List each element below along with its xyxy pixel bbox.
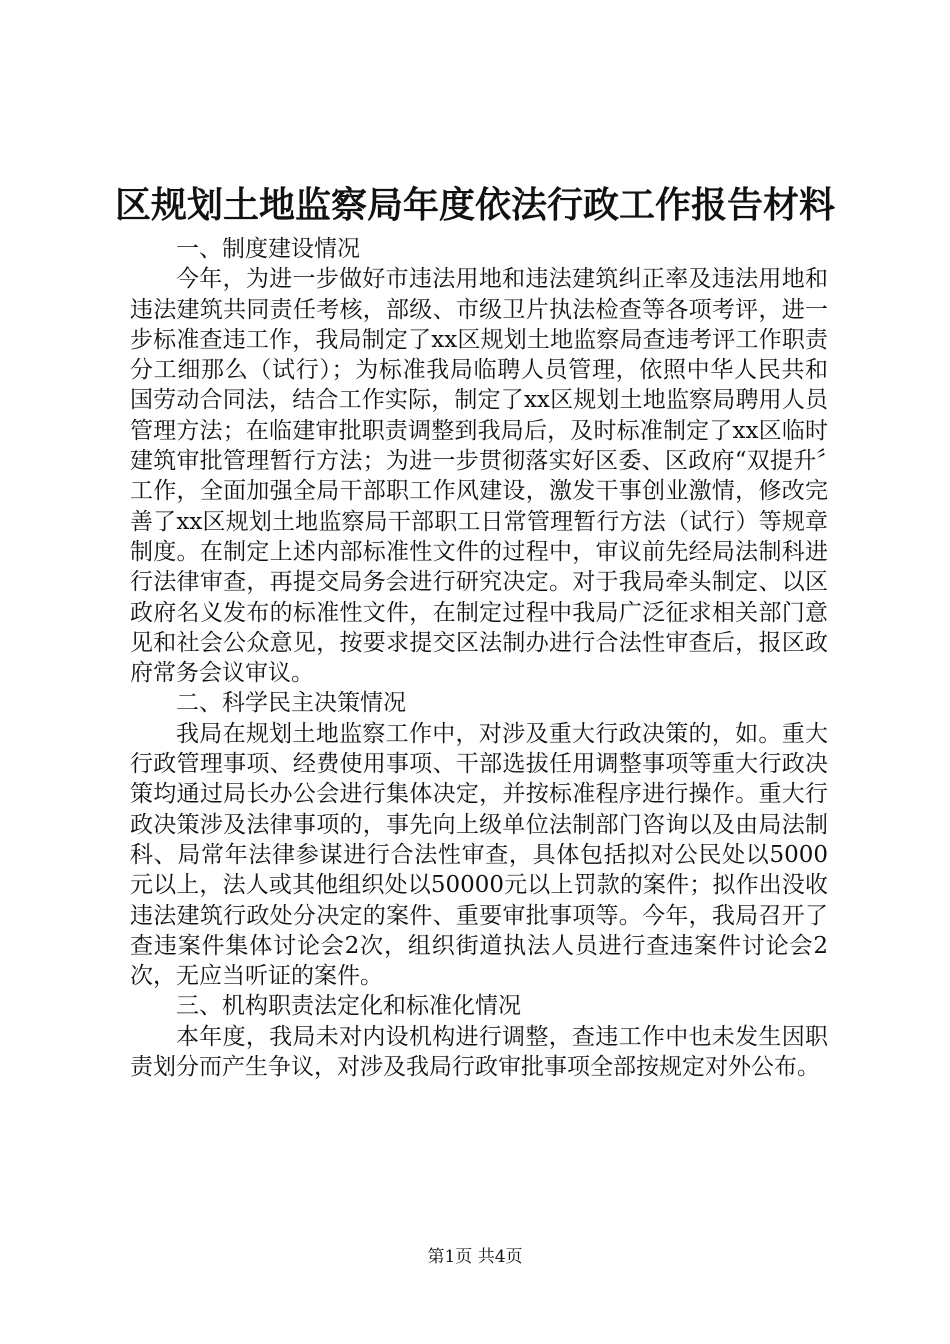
page-number-footer: 第1页 共4页 xyxy=(427,1247,523,1267)
document-body xyxy=(130,234,828,1082)
section-heading-1: 一、制度建设情况 xyxy=(176,236,360,262)
section-paragraph-3: 本年度，我局未对内设机构进行调整，查违工作中也未发生因职责划分而产生争议，对涉及我局行政审批事项全部按规定对外公布。 xyxy=(130,1023,828,1081)
section-paragraph-1: 今年，为进一步做好市违法用地和违法建筑纠正率及违法用地和违法建筑共同责任考核，部级、市级卫片执法检查等各项考评，进一步标准查违工作，我局制定了xx区规划土地监察局查违考评工作职责分工细那么（试行）；为标准我局临聘人员管理，依照中华人民共和国劳动合同法，结合工作实际，制定了xx区规划土地监察局聘用人员管理方法；在临建审批职责调整到我局后，及时标准制定了xx区临时建筑审批管理暂行方法；为进一步贯彻落实好区委、区政府“双提升〞工作，全面加强全局干部职工作风建设，激发干事创业激情，修改完善了xx区规划土地监察局干部职工日常管理暂行方法（试行）等规章制度。在制定上述内部标准性文件的过程中，审议前先经局法制科进行法律审查，再提交局务会进行研究决定。对于我局牵头制定、以区政府名义发布的标准性文件，在制定过程中我局广泛征求相关部门意见和社会公众意见，按要求提交区法制办进行合法性审查后，报区政府常务会议审议。 xyxy=(130,266,828,687)
section-paragraph-2: 我局在规划土地监察工作中，对涉及重大行政决策的，如。重大行政管理事项、经费使用事项、干部选拔任用调整事项等重大行政决策均通过局长办公会进行集体决定，并按标准程序进行操作。重大行政决策涉及法律事项的，事先向上级单位法制部门咨询以及由局法制科、局常年法律参谋进行合法性审查，具体包括拟对公民处以5000元以上，法人或其他组织处以50000元以上罚款的案件；拟作出没收违法建筑行政处分决定的案件、重要审批事项等。今年，我局召开了查违案件集体讨论会2次，组织街道执法人员进行查违案件讨论会2次，无应当听证的案件。 xyxy=(130,720,828,990)
section-heading-3: 三、机构职责法定化和标准化情况 xyxy=(176,993,521,1020)
document-title: 区规划土地监察局年度依法行政工作报告材料 xyxy=(114,185,835,226)
section-heading-2: 二、科学民主决策情况 xyxy=(176,690,406,717)
